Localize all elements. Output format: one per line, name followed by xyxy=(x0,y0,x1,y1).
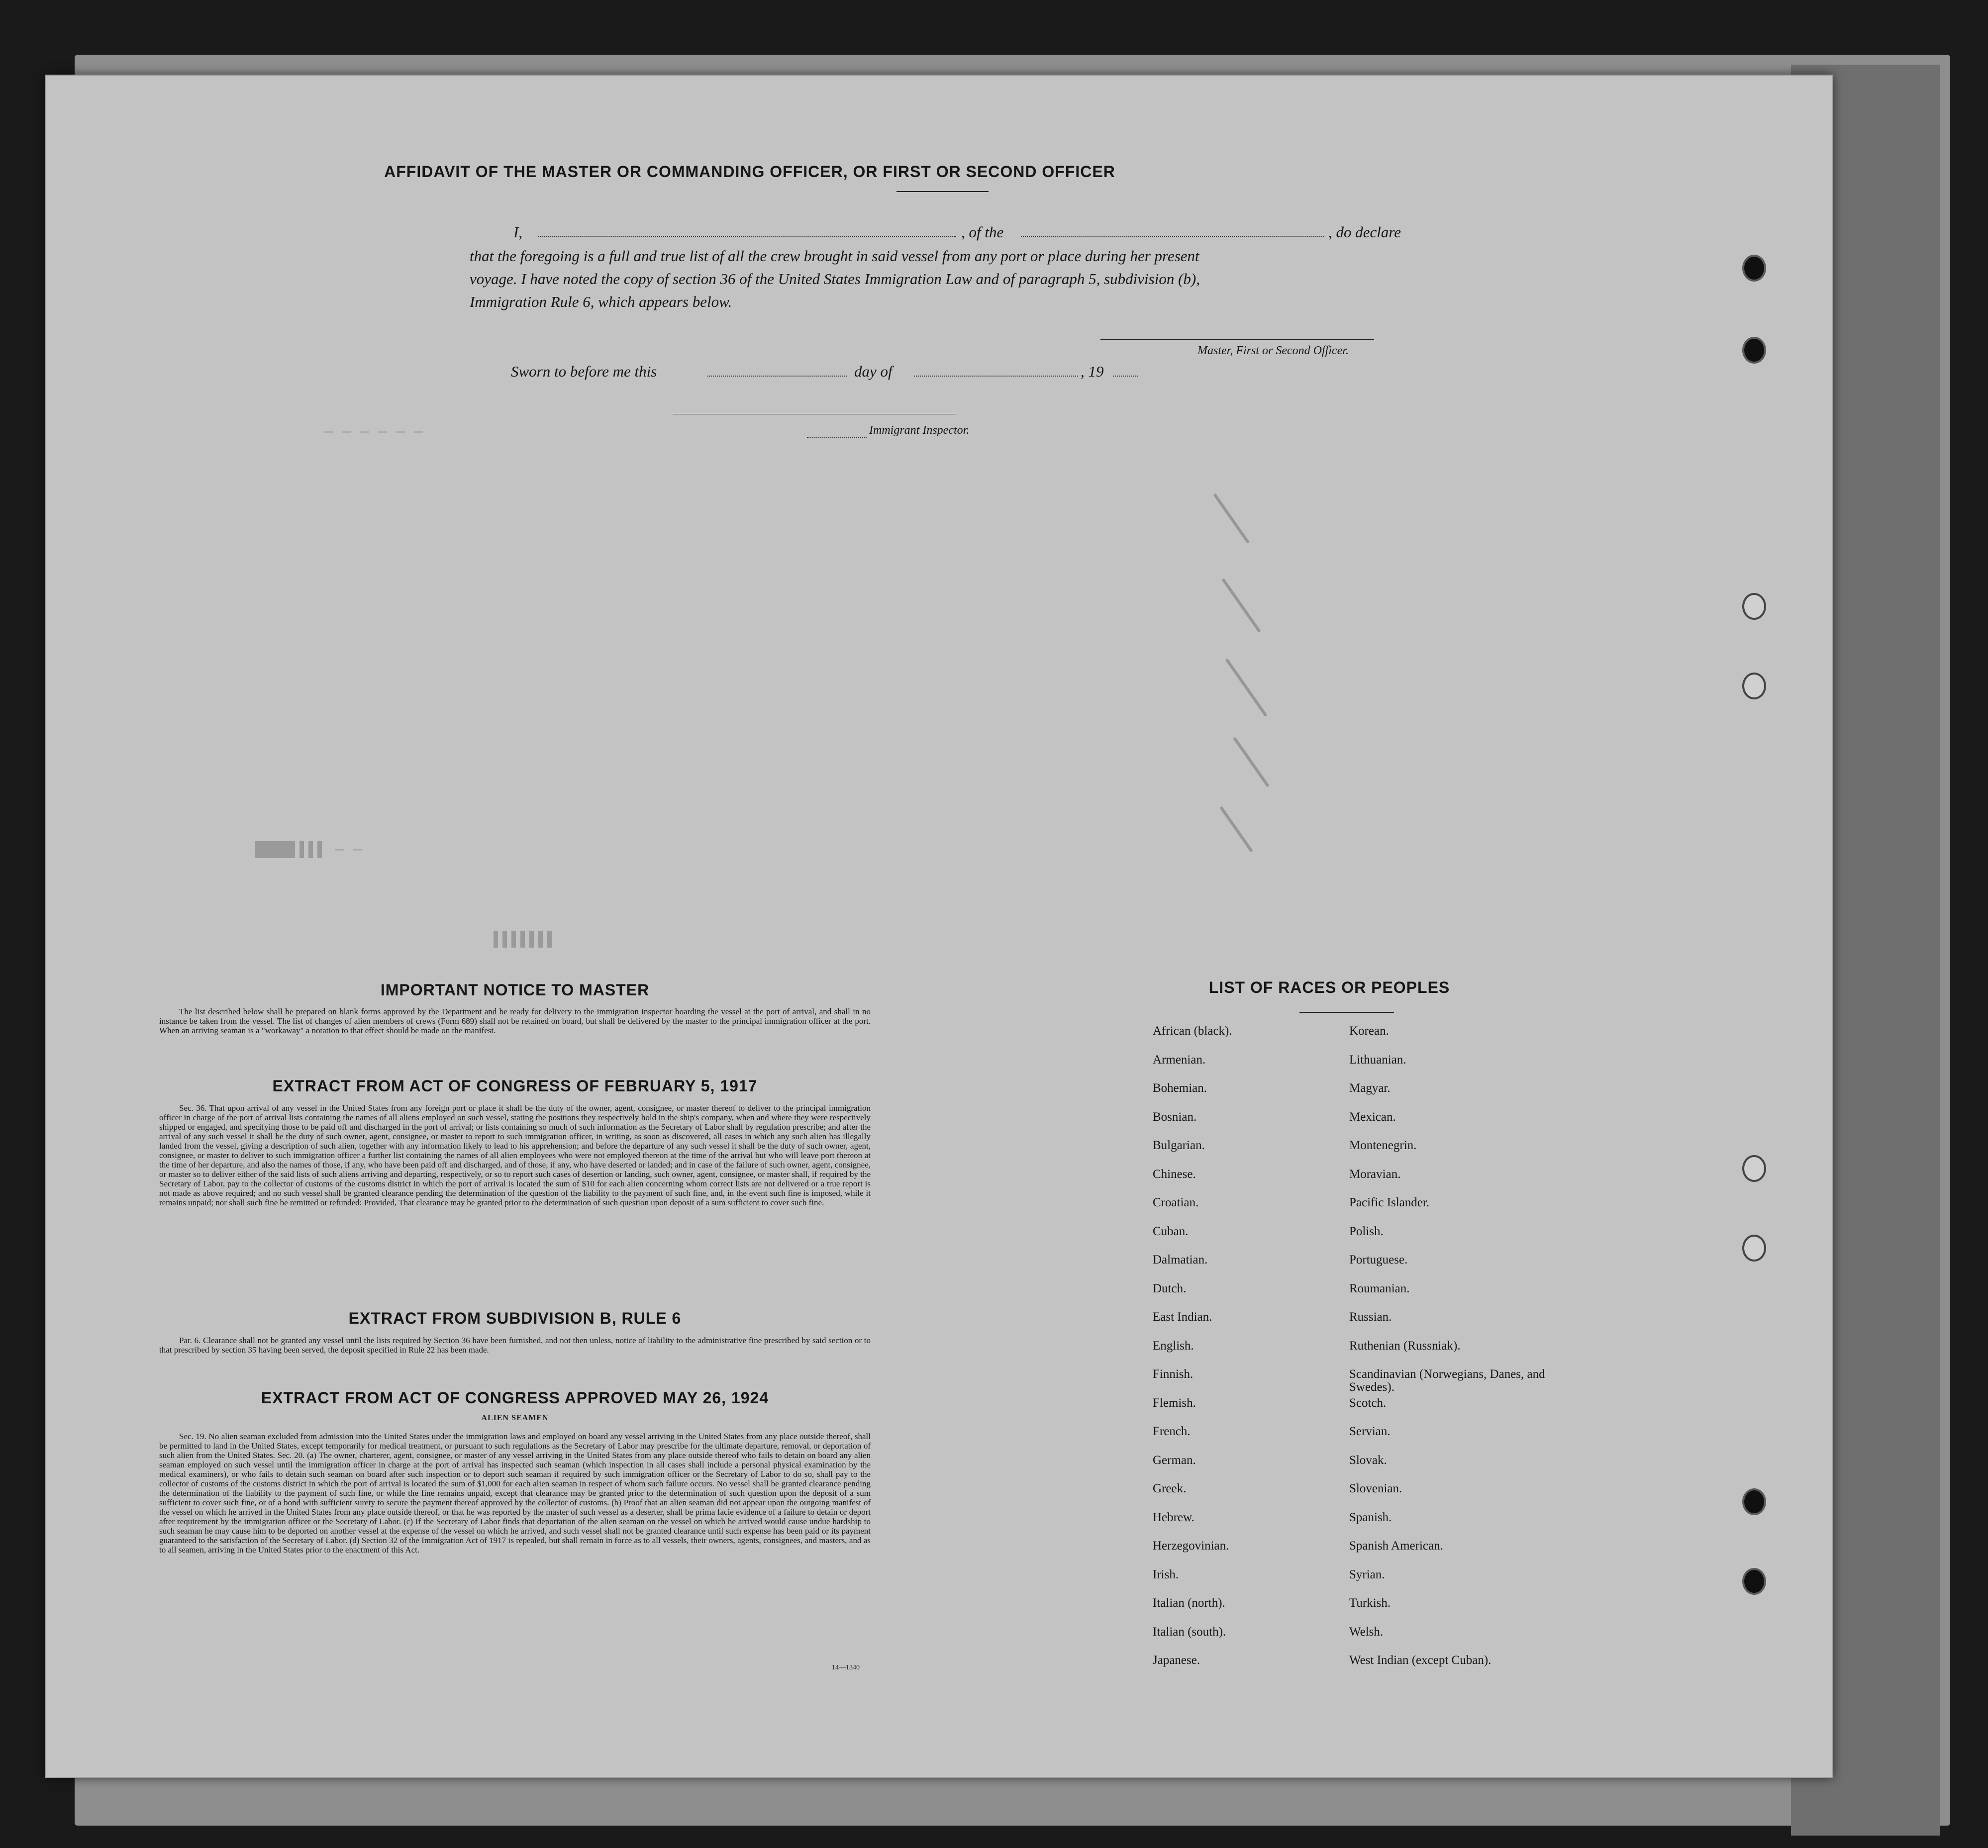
race-item: Italian (south). xyxy=(1153,1625,1226,1639)
race-item: Hebrew. xyxy=(1153,1510,1194,1524)
race-item: Bulgarian. xyxy=(1153,1139,1205,1152)
extract-1917-title: EXTRACT FROM ACT OF CONGRESS OF FEBRUARY 5, 1917 xyxy=(272,1077,758,1095)
sworn-day-line xyxy=(707,376,847,377)
race-item: Mexican. xyxy=(1349,1110,1396,1124)
pencil-stroke xyxy=(1213,493,1250,544)
affidavit-page xyxy=(45,75,1833,1778)
inspector-dotline xyxy=(807,437,867,438)
sworn-year-line xyxy=(1113,376,1138,377)
name-line xyxy=(538,236,956,237)
race-item: Scandinavian (Norwegians, Danes, and Swedes). xyxy=(1349,1367,1545,1394)
binder-hole xyxy=(1742,255,1766,282)
race-item: West Indian (except Cuban). xyxy=(1349,1653,1491,1667)
extract-1924-text: Sec. 19. No alien seaman excluded from admission into the United States under the immigration laws and employed on board any vessel arriving in the United States from any place outside thereof, shall be permitted to land in the United States, except temporarily for medical treatment, or pursuant to such regulations as the Secretary of Labor may prescribe for the ultimate departure, removal, or deportation of such alien from the United States. Sec. 20. (a) The owner, charterer, agent, consignee, or master of any vessel arriving in the United States from any place outside thereof who fails to detain on board any alien seaman employed on such vessel until the immigration officer in charge at the port of arrival has inspected such seaman (which inspection in all cases shall include a personal physical examination by the medical examiners), or who fails to detain such seaman on board after such inspection or to deport such seaman if required by such immigration officer or the Secretary of Labor to do so, shall pay to the collector of customs of the customs district in which the port of arrival is located the sum of $1,000 for each alien seaman in respect of whom such failure occurs. No vessel shall be granted clearance pending the determination of the liability to the payment of such fine, or while the fine remains unpaid, except that clearance may be granted prior to the determination of such question upon the deposit of a sum sufficient to cover such fine, or of a bond with sufficient surety to secure the payment thereof approved by the collector of customs. (b) Proof that an alien seaman did not appear upon the outgoing manifest of the vessel on which he arrived in the United States from any place outside thereof, or that he was reported by the master of such vessel as a deserter, shall be prima facie evidence of a failure to detain or deport after requirement by the immigration officer or the Secretary of Labor. (c) If the Secretary of Labor finds that deportation of the alien seaman on the vessel on which he arrived would cause undue hardship to such seaman he may cause him to be deported on another vessel at the expense of the vessel on which he arrived, and such vessel shall not be granted clearance until such expense has been paid or its payment guaranteed to the satisfaction of the Secretary of Labor. (d) Section 32 of the Immigration Act of 1917 is repealed, but shall remain in force as to all vessels, their owners, agents, consignees, and masters, and as to all seamen, arriving in the United States prior to the enactment of this Act. xyxy=(159,1432,871,1555)
race-item: Scotch. xyxy=(1349,1396,1387,1410)
race-item: Dutch. xyxy=(1153,1281,1187,1295)
of-the-label: , of the xyxy=(961,223,1004,241)
race-item: Slovenian. xyxy=(1349,1482,1402,1495)
title-rule xyxy=(896,191,989,192)
pencil-stroke xyxy=(1221,578,1261,633)
notice-text: The list described below shall be prepared on blank forms approved by the Department and be ready for delivery to the immigration inspector boarding the vessel at the port of arrival, and shall in no instance be taken from the vessel. The list of changes of alien members of crews (Form 689) shall not be retained on board, but shall be delivered by the master to the principal immigration officer at the port. When an arriving seaman is a "workaway" a notation to that effect should be made on the manifest. xyxy=(159,1007,871,1035)
race-item: Magyar. xyxy=(1349,1081,1391,1095)
race-item: East Indian. xyxy=(1153,1310,1212,1324)
race-item: Flemish. xyxy=(1153,1396,1196,1410)
races-left-column xyxy=(1153,1025,1352,1683)
race-item: Armenian. xyxy=(1153,1053,1206,1067)
binder-hole xyxy=(1742,337,1766,364)
races-right-column xyxy=(1349,1025,1563,1683)
race-item: English. xyxy=(1153,1339,1194,1353)
year-prefix: , 19 xyxy=(1081,363,1104,380)
race-item: Polish. xyxy=(1349,1224,1384,1238)
race-item: Finnish. xyxy=(1153,1367,1193,1381)
sworn-month-line xyxy=(914,376,1078,377)
race-item: Ruthenian (Russniak). xyxy=(1349,1339,1461,1353)
inspector-label: Immigrant Inspector. xyxy=(869,424,970,437)
affidavit-line-3: voyage. I have noted the copy of section 36 of the United States Immigration Law and of paragraph 5, subdivision (b), xyxy=(470,270,1200,288)
extract-1917-text: Sec. 36. That upon arrival of any vessel in the United States from any foreign port or place it shall be the duty of the owner, agent, consignee, or master thereof to deliver to the principal immigration officer in charge of the port of arrival lists containing the names of all aliens employed on such vessel, stating the positions they respectively hold in the ship's company, when and where they were respectively shipped or engaged, and specifying those to be paid off and discharged in the port of arrival; or lists containing so much of such information as the Secretary of Labor shall by regulation prescribe; and after the arrival of any such vessel it shall be the duty of such owner, agent, consignee, or master to report to such immigration officer, in writing, as soon as discovered, all cases in which any such alien has illegally landed from the vessel, giving a description of such alien, together with any information likely to lead to his apprehension; and before the departure of any such vessel it shall be the duty of such owner, agent, consignee, or master to deliver to such immigration officer a further list containing the names of all alien employees who were not employed thereon at the time of the arrival but who will leave port thereon at the time of her departure, and also the names of those, if any, who have been paid off and discharged, and of those, if any, who have deserted or landed; and in case of the failure of such owner, agent, consignee, or master so to deliver either of the said lists of such aliens arriving and departing, respectively, or so to report such cases of desertion or landing, such owner, agent, consignee, or master shall, if required by the Secretary of Labor, pay to the collector of customs of the customs district in which the port of arrival is located the sum of $10 for each alien concerning whom correct lists are not delivered or a true report is not made as above required; and no such vessel shall be granted clearance pending the determination of the question of the liability to the payment of such fine, and, in the event such fine is imposed, while it remains unpaid; nor shall such fine be remitted or refunded: Provided, That clearance may be granted prior to the determination of such question upon deposit of a sum sufficient to cover such fine. xyxy=(159,1103,871,1207)
race-item: Moravian. xyxy=(1349,1167,1401,1181)
race-item: Spanish. xyxy=(1349,1510,1392,1524)
race-item: Cuban. xyxy=(1153,1224,1189,1238)
extract-1924-title: EXTRACT FROM ACT OF CONGRESS APPROVED MAY 26, 1924 xyxy=(261,1389,769,1407)
race-item: Chinese. xyxy=(1153,1167,1196,1181)
race-item: Montenegrin. xyxy=(1349,1139,1417,1152)
day-of-label: day of xyxy=(854,363,893,380)
races-title: LIST OF RACES OR PEOPLES xyxy=(1208,978,1450,996)
race-item: Turkish. xyxy=(1349,1596,1391,1610)
affidavit-line-2: that the foregoing is a full and true list of all the crew brought in said vessel from any port or place during her present xyxy=(470,247,1199,265)
race-item: Spanish American. xyxy=(1349,1539,1443,1553)
bleed-through-text: ▌▌▌▌▌▌▌ xyxy=(494,931,557,948)
affidavit-title: AFFIDAVIT OF THE MASTER OR COMMANDING OFFICER, OR FIRST OR SECOND OFFICER xyxy=(384,163,1115,181)
race-item: Bohemian. xyxy=(1153,1081,1207,1095)
race-item: Syrian. xyxy=(1349,1567,1385,1581)
race-item: Irish. xyxy=(1153,1567,1179,1581)
race-item: Russian. xyxy=(1349,1310,1392,1324)
bleed-through-text: ████▌▌▌▌ — — xyxy=(255,842,363,859)
race-item: Bosnian. xyxy=(1153,1110,1197,1124)
race-item: Roumanian. xyxy=(1349,1281,1410,1295)
do-declare-label: , do declare xyxy=(1328,223,1401,241)
master-label: Master, First or Second Officer. xyxy=(1197,344,1349,357)
binder-hole xyxy=(1742,1155,1766,1182)
race-item: Italian (north). xyxy=(1153,1596,1225,1610)
race-item: Welsh. xyxy=(1349,1625,1384,1639)
binder-hole xyxy=(1742,1568,1766,1595)
race-item: Portuguese. xyxy=(1349,1253,1408,1266)
rule-6-title: EXTRACT FROM SUBDIVISION B, RULE 6 xyxy=(348,1309,682,1327)
race-item: Croatian. xyxy=(1153,1196,1199,1209)
pencil-stroke xyxy=(1225,658,1267,717)
race-item: German. xyxy=(1153,1453,1196,1467)
binder-hole xyxy=(1742,1235,1766,1262)
race-item: Lithuanian. xyxy=(1349,1053,1406,1067)
rule-6-text: Par. 6. Clearance shall not be granted any vessel until the lists required by Section 36 have been furnished, and not then unless, notice of liability to the administrative fine prescribed by said section or to that prescribed by section 35 having been served, the deposit specified in Rule 22 has been made. xyxy=(159,1336,871,1355)
race-item: Japanese. xyxy=(1153,1653,1200,1667)
notice-title: IMPORTANT NOTICE TO MASTER xyxy=(380,981,650,999)
binder-hole xyxy=(1742,593,1766,620)
pencil-stroke xyxy=(1219,806,1253,853)
binder-hole xyxy=(1742,673,1766,699)
master-signature-line xyxy=(1100,339,1374,340)
race-item: Servian. xyxy=(1349,1425,1391,1438)
binder-hole xyxy=(1742,1488,1766,1515)
race-item: African (black). xyxy=(1153,1024,1232,1038)
sworn-label: Sworn to before me this xyxy=(511,363,657,380)
pencil-stroke xyxy=(1233,737,1270,787)
alien-seamen-subtitle: ALIEN SEAMEN xyxy=(481,1414,549,1422)
race-item: Pacific Islander. xyxy=(1349,1196,1430,1209)
races-title-rule xyxy=(1299,1012,1394,1013)
race-item: Herzegovinian. xyxy=(1153,1539,1229,1553)
race-item: Dalmatian. xyxy=(1153,1253,1208,1266)
race-item: Korean. xyxy=(1349,1024,1389,1038)
race-item: Slovak. xyxy=(1349,1453,1387,1467)
bleed-through-text: — — — — — — xyxy=(324,424,423,441)
race-item: Greek. xyxy=(1153,1482,1187,1495)
affidavit-line-4: Immigration Rule 6, which appears below. xyxy=(470,293,732,310)
i-label: I, xyxy=(513,223,523,241)
vessel-line xyxy=(1021,236,1324,237)
form-number: 14—1340 xyxy=(832,1664,860,1671)
race-item: French. xyxy=(1153,1425,1191,1438)
